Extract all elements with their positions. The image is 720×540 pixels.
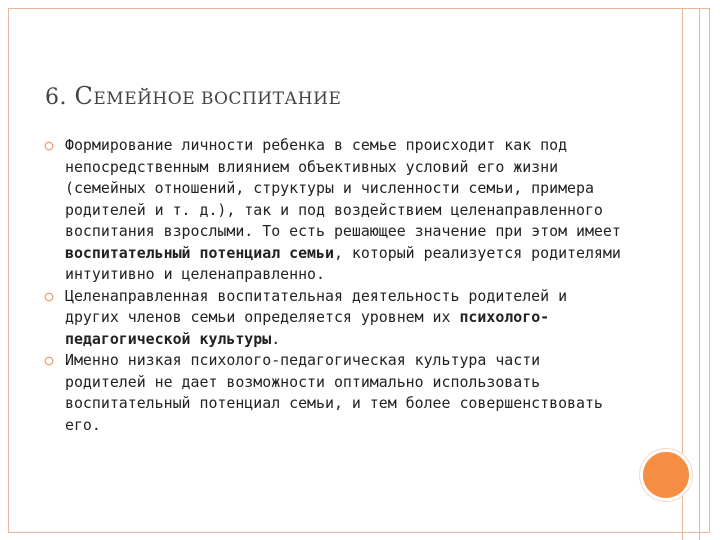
bullet-item-2 bbox=[44, 286, 629, 351]
slide-title bbox=[45, 82, 341, 110]
title-rest: ЕМЕЙНОЕ ВОСПИТАНИЕ bbox=[93, 89, 342, 109]
decorative-orange-circle bbox=[640, 449, 692, 501]
bullet-icon bbox=[44, 141, 54, 151]
bullet-text-after: , который реализуется родителями интуитивно и целенаправленно. bbox=[65, 243, 621, 283]
bullet-bold-text: воспитательный потенциал семьи bbox=[65, 243, 334, 262]
title-number: 6. bbox=[45, 85, 67, 110]
bullet-icon bbox=[44, 292, 54, 302]
bullet-bold-text: психолого-педагогической культуры bbox=[65, 308, 550, 348]
bullet-icon bbox=[44, 356, 54, 366]
bullet-item-3 bbox=[44, 350, 629, 436]
bullet-text: Именно низкая психолого-педагогическая культура части родителей не дает возможности оптимально использовать воспитательный потенциал семьи, и тем более совершенствовать его. bbox=[65, 351, 603, 434]
bullet-text: Формирование личности ребенка в семье происходит как под непосредственным влиянием объективных условий его жизни (семейных отношений, структуры и численности семьи, примера родителей и т. д.), так и под воздействием целенаправленного воспитания взрослыми. То есть решающее значение при этом имеет bbox=[65, 136, 621, 240]
bullet-text-after: . bbox=[271, 329, 281, 348]
bullet-item-1 bbox=[44, 135, 629, 286]
bullet-text: Целенаправленная воспитательная деятельность родителей и других членов семьи определяется уровнем их bbox=[65, 286, 568, 326]
bullet-list bbox=[44, 135, 629, 436]
title-cap: С bbox=[74, 82, 94, 110]
